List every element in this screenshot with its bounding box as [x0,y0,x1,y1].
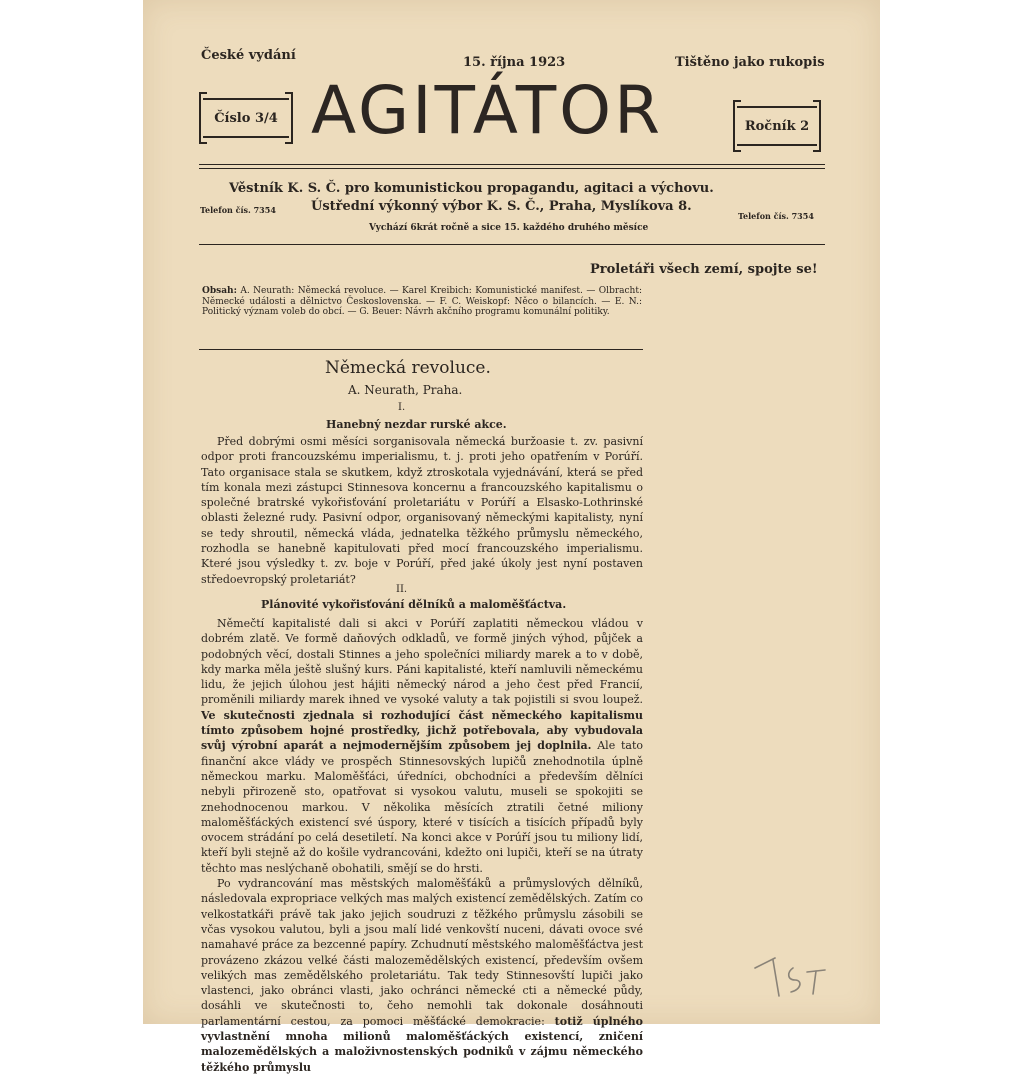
slogan: Proletáři všech zemí, spojte se! [590,262,818,277]
contents-label: Obsah: [202,286,237,296]
table-of-contents [202,286,642,318]
article-author: A. Neurath, Praha. [348,383,463,397]
paragraph-text: Po vydrancování mas městských maloměšťáků a průmyslových dělníků, následovala expropriace velkých mas malých existencí zemědělských. Zatím co velkostatkáři právě tak jako jejich soudruzi z těžkého průmyslu zásobili se včas vysokou valutou, byli a jsou malí lidé venkovští nuceni, dávati ovoce své namahavé práce za bezcenné papíry. Zchudnutí městského maloměšťáctva jest provázeno zkázou velké části malozemědělských existencí, především ovšem velikých mas zemědělského proletariátu. Tak tedy Stinnesovští lupiči jako vlastenci, jako obránci vlasti, jako ochránci německé cti a německé půdy, dosáhli ve skutečnosti to, čeho nemohli tak dokonale dosáhnouti parlamentární cestou, za pomoci měšťácké demokracie: [201,877,643,1028]
emphasized-text: totiž úplného vyvlastnění mnoha milionů maloměšťáckých existencí, zničení malozemědělských a maloživnostenských podniků v zájmu německého těžkého průmyslu [201,1014,644,1074]
masthead-rule [199,168,825,169]
article-column-section-1 [201,434,643,586]
issue-date: 15. října 1923 [463,55,566,70]
phone-left: Telefon čís. 7354 [200,205,276,215]
pencil-stroke [773,960,779,996]
section-numeral-1: I. [398,402,406,413]
pencil-annotation [753,950,833,1000]
pencil-annotation-text: 1ST [753,950,755,951]
masthead-title: AGITÁTOR [311,72,663,149]
paragraph-text: Němečtí kapitalisté dali si akci v Porúří zaplatiti německou vládou v dobrém zlatě. Ve formě daňových odkladů, ve formě jiných výhod, půjček a podobných věcí, dostali Stinnes a jeho společníci miliardy marek a to v době, kdy marka měla ještě slušný kurs. Páni kapitalisté, kteří namluvili německému lidu, že jejich úlohou jest hájiti německý národ a jeho čest před Francií, proměnili miliardy marek ihned ve vysoké valuty a tak pojistili si svou loupež. [201,617,643,707]
paragraph [201,616,643,876]
contents-text: A. Neurath: Německá revoluce. — Karel Kreibich: Komunistické manifest. — Olbracht: Německé události a dělnictvo Československa. — F. C. Weiskopf: Něco o bilancích. — E. N.: Politický význam voleb do obcí. — G. Beuer: Návrh akčního programu komunální politiky. [202,286,642,318]
edition-label: České vydání [201,48,296,63]
print-note: Tištěno jako rukopis [675,55,825,70]
subtitle-line-1: Věstník K. S. Č. pro komunistickou propagandu, agitaci a výchovu. [229,181,714,196]
section-numeral-2: II. [396,584,408,595]
contents-rule [199,349,643,350]
pencil-stroke [813,971,816,994]
volume-box [737,106,817,146]
issue-number-box [203,98,289,138]
article-title: Německá revoluce. [325,358,491,378]
pencil-stroke [789,968,800,992]
volume-number: Ročník 2 [744,118,810,134]
pencil-stroke [755,958,775,968]
header-bottom-rule [199,244,825,245]
ornamental-frame [737,106,817,146]
paragraph [201,876,643,1075]
section-heading-2: Plánovité vykořisťování dělníků a maloměšťáctva. [261,598,567,611]
ornamental-frame [203,98,289,138]
section-heading-1: Hanebný nezdar rurské akce. [326,418,507,431]
article-column-section-2 [201,616,644,1074]
emphasized-text: Ve skutečnosti zjednala si rozhodující část německého kapitalismu tímto způsobem hojné prostředky, jichž potřebovala, aby vybudovala svůj výrobní aparát a nejmodernějším způsobem jej doplnila. [201,708,643,753]
newspaper-page [143,0,880,1074]
paragraph-text: Ale tato finanční akce vlády ve prospěch Stinnesovských lupičů znehodnotila úplně německou marku. Maloměšťáci, úředníci, obchodníci a především dělníci nebyli přirozeně sto, opatřovat si vysokou valutu, museli se spokojiti se znehodnocenou markou. V několika měsících ztratili četné miliony maloměšťáckých existencí své úspory, které v tisících a tisících případů byly ovocem strádání po celá desetiletí. Na konci akce v Porúří jsou tu miliony lidí, kteří byli stejně až do košile vydrancováni, kdežto oni lupiči, kteří se na útraty těchto mas neslýchaně obohatili, smějí se do hrsti. [201,739,643,875]
subtitle-line-2: Ústřední výkonný výbor K. S. Č., Praha, Myslíkova 8. [311,199,692,214]
paragraph: Před dobrými osmi měsíci sorganisovala německá buržoasie t. zv. pasivní odpor proti francouzskému imperialismu, t. j. proti jeho opatřením v Porúří. Tato organisace stala se skutkem, když ztroskotala vyjednávání, která se před tím konala mezi zástupci Stinnesova koncernu a francouzského kapitalismu o společné bratrské vykořisťování proletariátu v Porúří a Elsasko-Lothrinské oblasti železné rudy. Pasivní odpor, organisovaný německými kapitalisty, nyní se tedy shroutil, německá vláda, jednatelka těžkého průmyslu německého, rozhodla se hanebně kapitulovati před mocí francouzského imperialismu. Které jsou výsledky t. zv. boje v Porúří, před jaké úkoly jest nyní postaven středoevropský proletariát? [201,435,643,586]
phone-right: Telefon čís. 7354 [738,211,814,221]
subtitle-line-3: Vychází 6krát ročně a sice 15. každého druhého měsíce [369,223,649,233]
masthead-rule [199,164,825,165]
issue-number: Číslo 3/4 [214,110,278,126]
